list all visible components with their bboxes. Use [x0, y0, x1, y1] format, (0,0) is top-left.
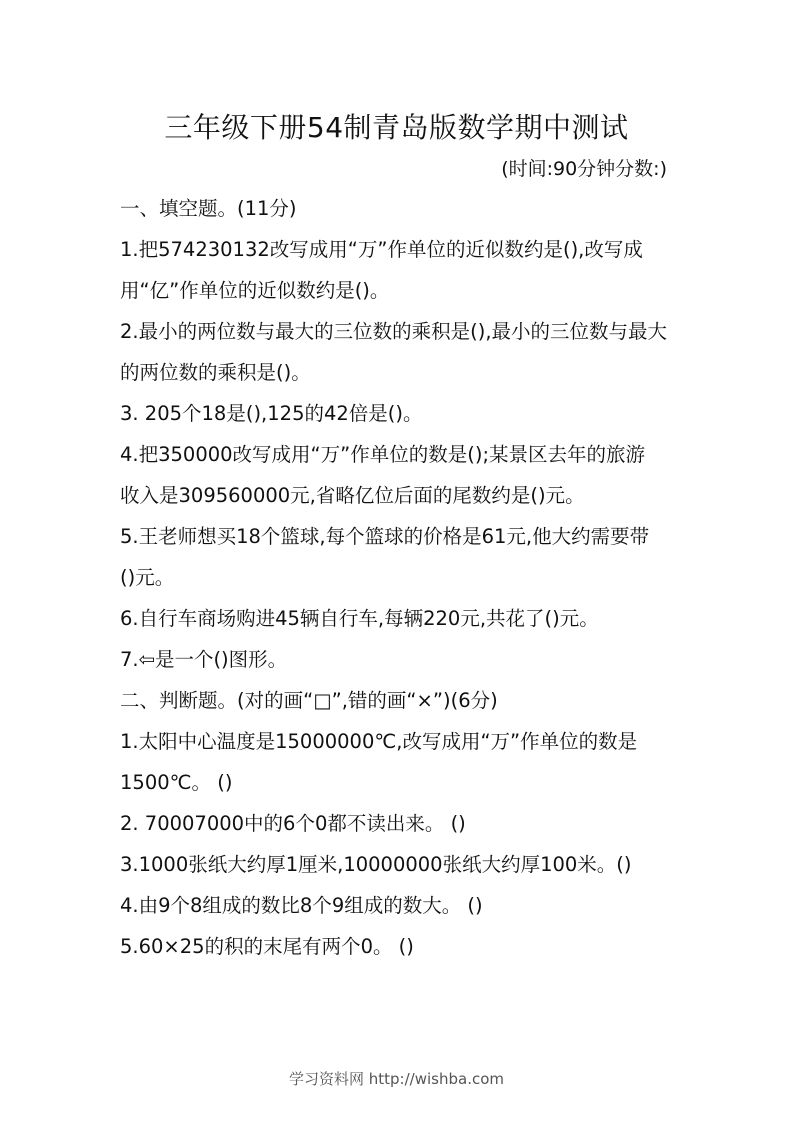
- question-text-line: 收入是309560000元,省略亿位后面的尾数约是()元。: [120, 484, 585, 507]
- question-text-line: 4.把350000改写成用“万”作单位的数是();某景区去年的旅游: [120, 443, 646, 466]
- question-text-line: 3. 205个18是(),125的42倍是()。: [120, 402, 423, 425]
- exam-info: (时间:90分钟分数:): [501, 158, 667, 180]
- question-body: [120, 188, 680, 967]
- question-text-line: 3.1000张纸大约厚1厘米,10000000张纸大约厚100米。(): [120, 853, 632, 876]
- question-text-line: 4.由9个8组成的数比8个9组成的数大。 (): [120, 894, 483, 917]
- footer-watermark: 学习资料网 http://wishba.com: [289, 1070, 504, 1088]
- question-text-line: 1500℃。 (): [120, 771, 233, 794]
- question-text-line: 的两位数的乘积是()。: [120, 361, 311, 384]
- question-text-line: 用“亿”作单位的近似数约是()。: [120, 279, 390, 302]
- page-title: 三年级下册54制青岛版数学期中测试: [164, 111, 629, 144]
- question-text-line: 7.⇦是一个()图形。: [120, 648, 288, 671]
- question-text-line: 2.最小的两位数与最大的三位数的乘积是(),最小的三位数与最大: [120, 320, 668, 343]
- question-text-line: 1.太阳中心温度是15000000℃,改写成用“万”作单位的数是: [120, 730, 638, 753]
- question-text-line: 2. 70007000中的6个0都不读出来。 (): [120, 812, 466, 835]
- question-text-line: 1.把574230132改写成用“万”作单位的近似数约是(),改写成: [120, 238, 643, 261]
- question-text-line: 5.60×25的积的末尾有两个0。 (): [120, 935, 414, 958]
- question-text-line: ()元。: [120, 566, 175, 589]
- section-heading-true-false: 二、判断题。(对的画“□”,错的画“×”)(6分): [120, 689, 498, 712]
- question-text-line: 5.王老师想买18个篮球,每个篮球的价格是61元,他大约需要带: [120, 525, 650, 548]
- question-text-line: 6.自行车商场购进45辆自行车,每辆220元,共花了()元。: [120, 607, 599, 630]
- section-heading-fill-in: 一、填空题。(11分): [120, 197, 297, 220]
